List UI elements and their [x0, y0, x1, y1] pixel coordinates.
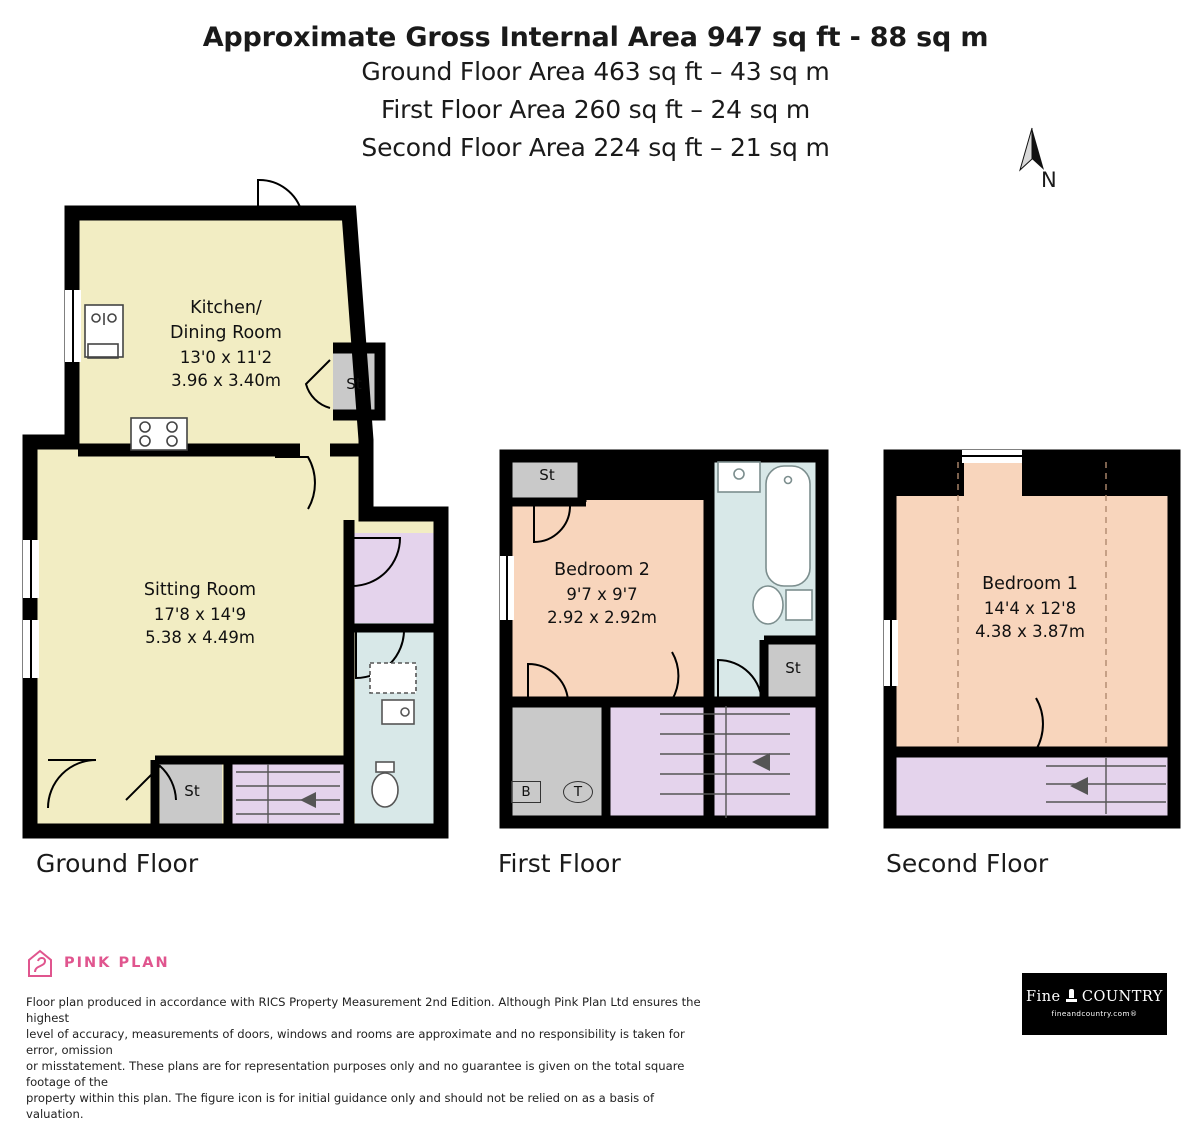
- disclaimer-line-4: property within this plan. The figure icon is for initial guidance only and should not be relied on as a basis of valuation.: [26, 1090, 655, 1121]
- bedroom-1-dim-imperial: 14'4 x 12'8: [983, 598, 1077, 618]
- boiler-label: B: [511, 781, 541, 803]
- ground-stairs-fill: [232, 757, 344, 825]
- storage-label-first-top: St: [539, 466, 555, 484]
- bedroom-1-name: Bedroom 1: [982, 574, 1078, 594]
- disclaimer-line-3: or misstatement. These plans are for representation purposes only and no guarantee is given on the total square footage of the: [26, 1058, 685, 1089]
- first-floor-area: First Floor Area 260 sq ft – 24 sq m: [381, 95, 810, 125]
- sitting-room-dim-metric: 5.38 x 4.49m: [145, 628, 255, 648]
- kitchen-dining-name-1: Kitchen/: [190, 298, 262, 318]
- page-title: Approximate Gross Internal Area 947 sq ft - 88 sq m: [202, 22, 989, 53]
- pinkplan-label: PINK PLAN: [64, 955, 170, 971]
- agency-logo: [1022, 973, 1167, 1035]
- kitchen-dining-dim-metric: 3.96 x 3.40m: [171, 371, 281, 391]
- kitchen-dining-dim-imperial: 13'0 x 11'2: [179, 347, 273, 367]
- bedroom-2-dim-metric: 2.92 x 2.92m: [547, 608, 657, 628]
- pinkplan-branding: [26, 948, 170, 978]
- room-label-bedroom-1: [915, 572, 1145, 644]
- agency-name: [1022, 989, 1167, 1005]
- ground-floor-plan: [23, 180, 441, 831]
- second-landing-fill: [896, 756, 1172, 816]
- sitting-room-name: Sitting Room: [143, 580, 257, 600]
- agency-name-right: COUNTRY: [1081, 989, 1163, 1005]
- kitchen-dining-name-2: Dining Room: [170, 322, 282, 343]
- floor-label-ground: Ground Floor: [36, 849, 199, 878]
- compass-label: N: [1041, 168, 1057, 192]
- second-floor-area: Second Floor Area 224 sq ft – 21 sq m: [361, 133, 830, 163]
- first-floor-plan: [500, 450, 828, 828]
- floor-label-second: Second Floor: [886, 849, 1049, 878]
- ground-hall-fill: [347, 533, 435, 623]
- bedroom-2-name: Bedroom 2: [554, 560, 650, 580]
- room-label-kitchen-dining: [98, 296, 354, 393]
- storage-label-kitchen: St: [346, 375, 362, 393]
- agency-name-left: Fine: [1026, 989, 1061, 1005]
- urn-icon: [1066, 989, 1077, 1003]
- disclaimer-line-1: Floor plan produced in accordance with RICS Property Measurement 2nd Edition. Although Pink Plan Ltd ensures the highest: [26, 995, 701, 1025]
- storage-label-first-right: St: [785, 659, 801, 677]
- agency-url: fineandcountry.com®: [1051, 1009, 1138, 1018]
- bedroom-2-dim-imperial: 9'7 x 9'7: [566, 584, 638, 604]
- tank-label: T: [563, 781, 593, 803]
- room-label-sitting-room: [72, 578, 328, 650]
- disclaimer-line-2: level of accuracy, measurements of doors, windows and rooms are approximate and no responsibility is taken for error, omission: [26, 1026, 685, 1057]
- floor-label-first: First Floor: [498, 849, 621, 878]
- pinkplan-logo-icon: [26, 948, 54, 978]
- bedroom-1-dim-metric: 4.38 x 3.87m: [975, 622, 1085, 642]
- ground-floor-area: Ground Floor Area 463 sq ft – 43 sq m: [361, 57, 830, 87]
- disclaimer-text: [26, 995, 706, 1123]
- storage-label-ground-hall: St: [184, 782, 200, 800]
- room-label-bedroom-2: [487, 558, 717, 630]
- first-void-top: [586, 456, 710, 500]
- sitting-room-dim-imperial: 17'8 x 14'9: [153, 604, 247, 624]
